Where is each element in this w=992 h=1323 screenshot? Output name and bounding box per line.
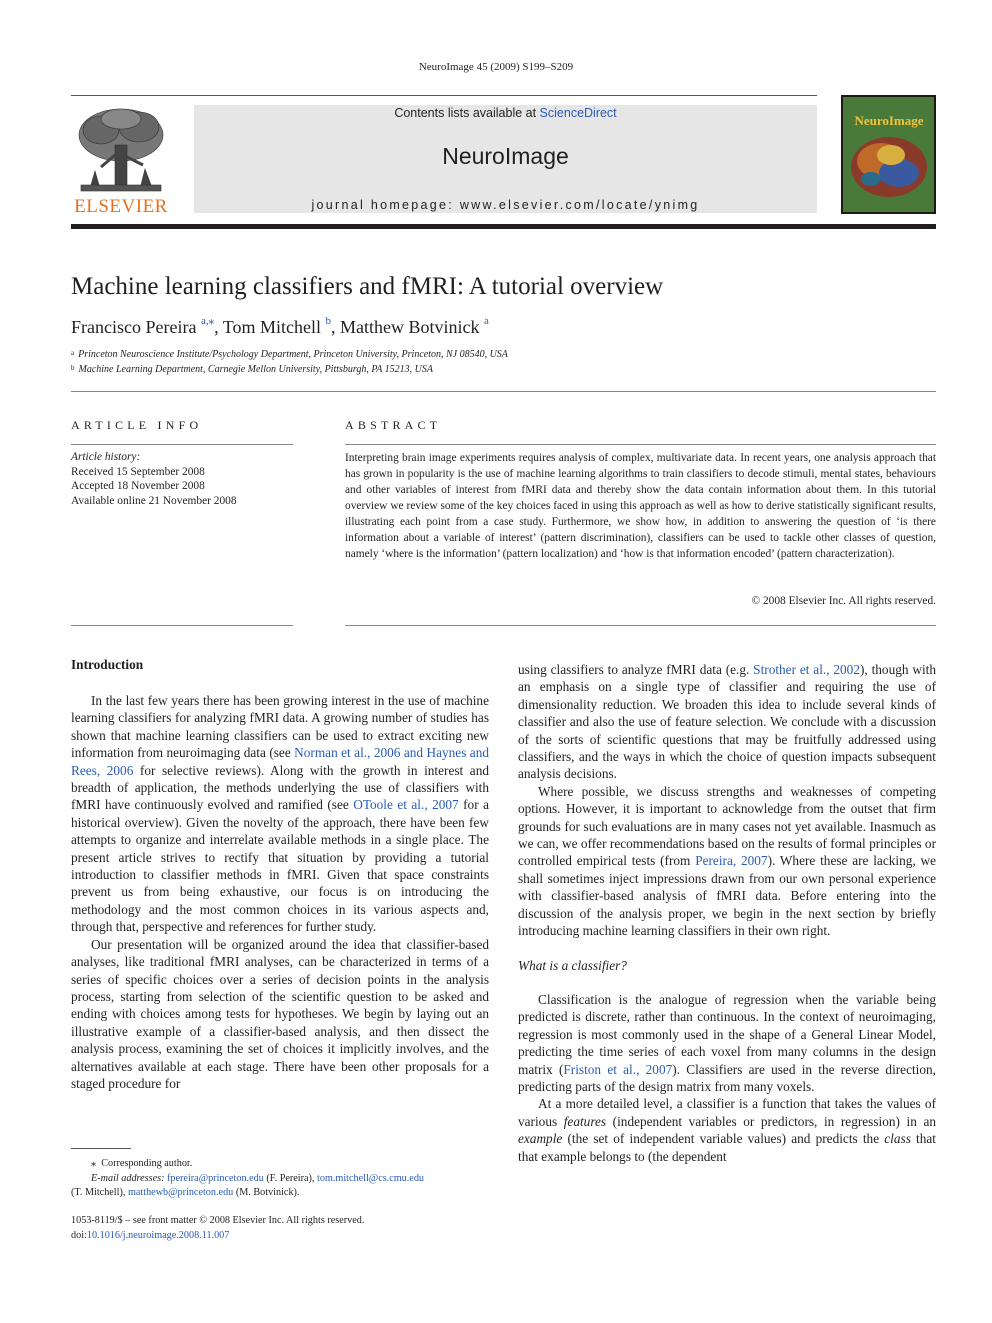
reference-link[interactable]: Strother et al., 2002 [753,662,860,677]
footnote-rule [71,1148,131,1149]
journal-name: NeuroImage [442,143,569,169]
author-affil-mark[interactable]: b [325,315,332,327]
issn-line: 1053-8119/$ – see front matter © 2008 Elsevier Inc. All rights reserved. [71,1215,365,1226]
email-link[interactable]: matthewb@princeton.edu [127,1187,234,1198]
contents-line [194,106,817,120]
affiliation-mark: a [71,349,75,357]
text: for a historical overview). Given the novelty of the approach, there have been few attempts to organize and interrelate available methods in a single place. The present article strives to rectify that situation by providing a tutorial introduction to classifier methods in fMRI. Given that space constraints prevent us from being exhaustive, our focus is on introducing the methodology and the most common choices in its various aspects and, through that, perspective and references for further study. [71,797,489,935]
email-addresses-cont [71,1186,489,1201]
corresponding-author-note [71,1157,489,1172]
email-label: E-mail addresses: [91,1172,165,1184]
author-affil-mark[interactable]: a [484,315,489,327]
text: (M. Botvinick). [233,1187,300,1198]
text: (independent variables or predictors, in regression) in an [606,1113,937,1129]
emphasis: class [884,1131,911,1147]
text: At a more detailed level, a classifier is a function that takes the values of various [518,1096,936,1129]
body-column-left [71,692,489,1092]
author-name: Francisco Pereira [71,317,197,337]
body-paragraph [518,991,936,1095]
text: ). Where these are lacking, we shall sometimes inject impressions drawn from our own personal experience with classifier-based analysis of fMRI data. Before entering into the discussion of the analysis proper, we begin in the next section by briefly introducing machine learning classifiers in their own right. [518,853,936,939]
email-link[interactable]: fpereira@princeton.edu [167,1172,264,1184]
affiliation-text: Machine Learning Department, Carnegie Mellon University, Pittsburgh, PA 15213, USA [78,364,434,375]
reference-link[interactable]: OToole et al., 2007 [353,797,459,813]
body-paragraph [518,1095,936,1165]
text: Corresponding author. [101,1158,193,1169]
header-thick-rule [71,224,936,229]
text: for selective reviews). Along with the growth in interest and breadth of application, the methods underlying the use of classifiers with fMRI have continuously evolved and ramified (see [71,762,489,813]
reference-link[interactable]: Norman et al., 2006 and Haynes and Rees, 2006 [71,745,489,778]
article-history [71,450,237,508]
text: (the set of independent variable values) and predicts the [562,1131,885,1147]
affiliation [71,364,433,375]
author-name: Matthew Botvinick [340,317,480,337]
reference-link[interactable]: Friston et al., 2007 [563,1061,673,1077]
emphasis: example [518,1131,563,1147]
article-info-heading: ARTICLE INFO [71,418,203,432]
introduction-heading: Introduction [71,657,144,672]
text: ), though with an emphasis on a single type of classifier and requiring the use of dimensionality reduction. We broaden this idea to include several kinds of classifier and also the use of feature selection. We conclude with a discussion of the sorts of scientific questions that may be fruitfully addressed using classifiers, and the ways in which the choice of question impacts subsequent analysis decisions. [518,662,937,782]
abstract-heading: ABSTRACT [345,418,442,432]
journal-citation: NeuroImage 45 (2009) S199–S209 [418,61,574,73]
body-paragraph [518,783,936,940]
body-paragraph [71,692,489,936]
doi-line [71,1229,364,1244]
affiliation-mark: b [71,364,75,372]
body-paragraph: Our presentation will be organized around the idea that classifier-based analyses, like traditional fMRI analyses, can be characterized in terms of a series of specific choices over a series of decision points in the analysis process, starting from selection of the scientific question to be asked and ending with choices among tests for hypotheses. We begin by laying out an illustrative example of a classifier-based analysis, and then dissect the analysis process, examining the set of choices it implicitly involves, and the alternatives available at each stage. There have been other proposals for a staged procedure for [71,936,489,1091]
email-link[interactable]: tom.mitchell@cs.cmu.edu [317,1172,425,1184]
affiliation [71,349,508,360]
received-date: Received 15 September 2008 [71,465,205,478]
text: In the last few years there has been growing interest in the use of machine learning classifiers for analyzing fMRI data. A growing number of studies has shown that machine learning classifiers can be used to extract exciting new information from neuroimaging data (see [71,693,489,761]
article-title: Machine learning classifiers and fMRI: A tutorial overview [71,273,664,300]
abstract-rule-bottom [345,625,936,626]
text: (T. Mitchell), [71,1187,128,1198]
text: Where possible, we discuss strengths and weaknesses of competing options. However, it is important to acknowledge from the outset that firm grounds for such evaluations are in many cases not yet available. Inasmuch as we can, we offer recommendations based on the results of formal principles or controlled empirical tests (from [518,783,936,869]
doi-label: doi: [71,1229,87,1241]
footnote [71,1157,489,1201]
info-rule-bottom [71,625,293,626]
affiliation-text: Princeton Neuroscience Institute/Psychology Department, Princeton University, Princeton, NJ 08540, USA [78,349,508,360]
email-addresses [71,1172,489,1187]
author-list: Francisco Pereira $^{a,⁎}$, Tom Mitchell $^b$, Matthew Botvinick $^a$ [71,315,489,337]
elsevier-wordmark: ELSEVIER [74,196,168,217]
journal-cover-image [841,95,936,214]
author-name: Tom Mitchell [222,317,322,337]
copyright: © 2008 Elsevier Inc. All rights reserved. [751,595,936,607]
text: ). Classifiers are used in the reverse direction, predicting parts of the design matrix from many voxels. [518,1061,937,1094]
online-date: Available online 21 November 2008 [71,494,237,507]
text: using classifiers to analyze fMRI data (e.g. [518,662,754,677]
front-matter [71,1214,364,1243]
abstract-text: Interpreting brain image experiments requires analysis of complex, multivariate data. In recent years, one analysis approach that has grown in popularity is the use of machine learning algorithms to train classifiers to decode stimuli, mental states, behaviours and other variables of interest from fMRI data and thereby show the data contain information about them. In this tutorial overview we review some of the key choices faced in using this approach as well as how to derive statistically significant results, illustrating each point from a case study. Furthermore, we show how, in addition to answering the question of ‘is there information about a variable of interest’ (pattern discrimination), classifiers can be used to tackle other classes of question, namely ‘where is the information’ (pattern localization) and ‘how is that information encoded’ (pattern characterization). [345,452,936,560]
emphasis: features [563,1113,607,1129]
reference-link[interactable]: Pereira, 2007 [695,853,768,869]
sciencedirect-link[interactable]: ScienceDirect [539,106,617,120]
author-affil-mark[interactable]: a,⁎ [200,315,215,327]
text: (F. Pereira), [263,1172,318,1184]
contents-prefix: Contents lists available at [394,106,540,120]
body-paragraph [518,661,936,783]
accepted-date: Accepted 18 November 2008 [71,480,205,492]
header-rule [71,95,817,96]
abstract-rule [345,444,936,445]
text: that that example belongs to (the dependent [518,1131,937,1164]
doi-link[interactable]: 10.1016/j.neuroimage.2008.11.007 [86,1229,230,1241]
section-rule [71,391,936,392]
info-rule [71,444,293,445]
subsection-heading: What is a classifier? [518,957,627,973]
footnote-mark: ⁎ [91,1158,97,1169]
text: Classification is the analogue of regression when the variable being predicted is discrete, rather than continuous. In the context of neuroimaging, regression is most commonly used in the shape of a General Linear Model, predicting the time series of each voxel from many columns in the design matrix ( [518,991,936,1077]
body-column-right [518,661,936,1165]
cover-title: NeuroImage [854,113,924,128]
history-label: Article history: [71,451,141,463]
journal-homepage[interactable]: journal homepage: www.elsevier.com/locate/ynimg [311,198,700,212]
